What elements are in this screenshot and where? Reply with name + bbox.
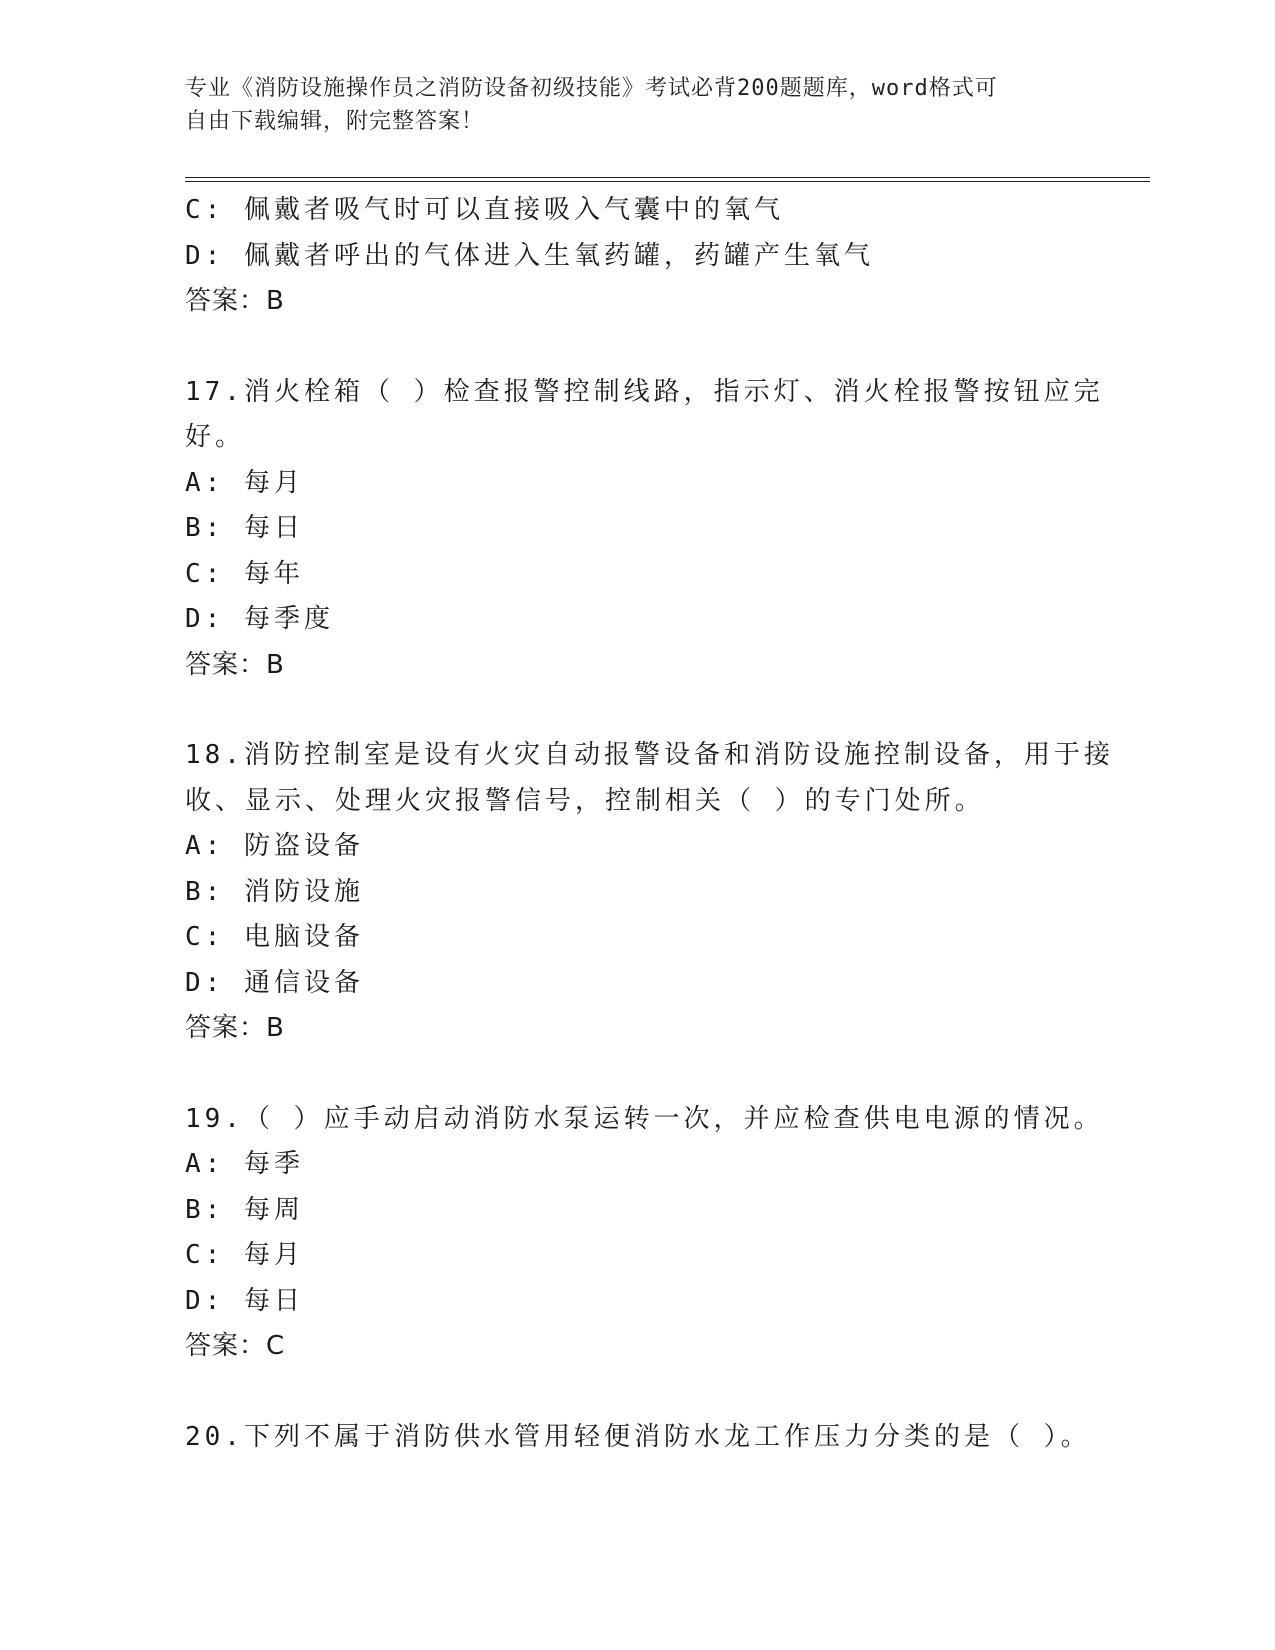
question-16-tail <box>185 188 1085 325</box>
answer-line: 答案：C <box>185 1331 286 1361</box>
spacer <box>185 1052 1085 1097</box>
option-c: C: 每月 <box>185 1240 304 1270</box>
question-19 <box>185 1097 1104 1370</box>
option-c: C: 每年 <box>185 558 304 589</box>
option-b: B: 每日 <box>185 513 304 543</box>
option-d: D: 通信设备 <box>185 967 364 998</box>
spacer <box>185 325 1085 370</box>
question-text-line-1: 17.消火栓箱（ ）检查报警控制线路，指示灯、消火栓报警按钮应完 <box>185 376 1104 407</box>
question-17 <box>185 370 1104 689</box>
question-20 <box>185 1415 1091 1461</box>
option-c: C: 电脑设备 <box>185 922 364 952</box>
question-18 <box>185 733 1114 1052</box>
option-a: A: 每月 <box>185 467 304 498</box>
header-line-2: 自由下载编辑，附完整答案！ <box>185 109 485 134</box>
option-a: A: 防盗设备 <box>185 831 364 861</box>
header-divider-top <box>185 177 1150 178</box>
option-b: B: 每周 <box>185 1194 304 1225</box>
option-b: B: 消防设施 <box>185 876 364 907</box>
answer-line: 答案：B <box>185 1013 285 1043</box>
question-text-line-1: 20.下列不属于消防供水管用轻便消防水龙工作压力分类的是（ ）。 <box>185 1421 1091 1452</box>
question-text-line-2: 收、显示、处理火灾报警信号，控制相关（ ）的专门处所。 <box>185 785 985 816</box>
option-d: D: 每日 <box>185 1285 304 1316</box>
question-text-line-2: 好。 <box>185 422 246 452</box>
header-line-1: 专业《消防设施操作员之消防设备初级技能》考试必背200题题库，word格式可 <box>185 76 998 101</box>
question-text-line-1: 19.（ ）应手动启动消防水泵运转一次，并应检查供电电源的情况。 <box>185 1103 1104 1134</box>
spacer <box>185 688 1085 733</box>
answer-line: 答案：B <box>185 649 285 680</box>
option-c: C: 佩戴者吸气时可以直接吸入气囊中的氧气 <box>185 195 784 225</box>
question-list <box>185 188 1114 1460</box>
option-d: D: 佩戴者呼出的气体进入生氧药罐，药罐产生氧气 <box>185 240 874 271</box>
option-a: A: 每季 <box>185 1149 304 1179</box>
spacer <box>185 1370 1085 1415</box>
answer-line: 答案：B <box>185 286 285 316</box>
option-d: D: 每季度 <box>185 604 334 634</box>
question-text-line-1: 18.消防控制室是设有火灾自动报警设备和消防设施控制设备，用于接 <box>185 740 1114 770</box>
document-header <box>185 72 1065 138</box>
header-divider-bottom <box>185 181 1150 182</box>
